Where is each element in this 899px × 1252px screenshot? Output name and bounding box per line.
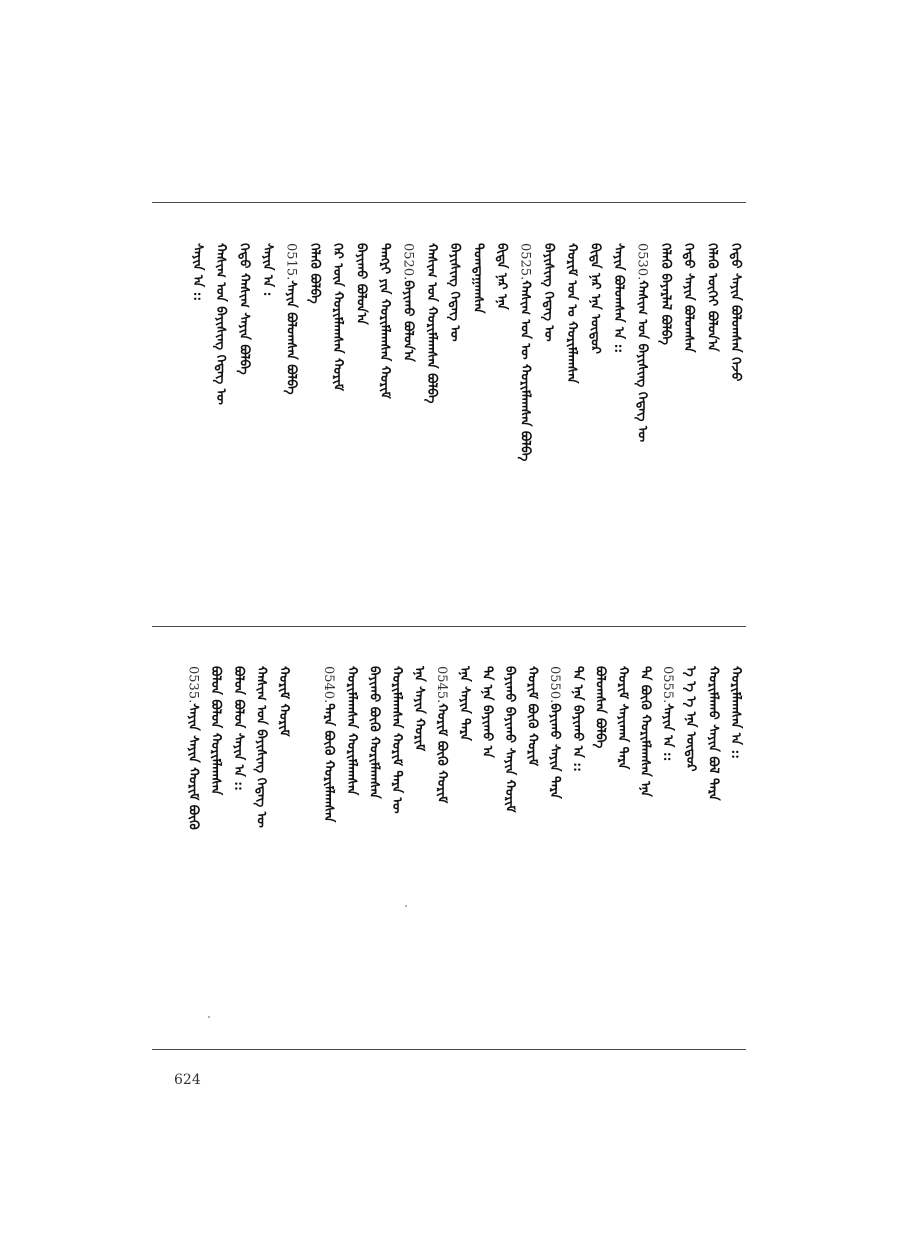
- verse-text: ᠡᠨᠡ ᠰᠠᠶᠢᠨ ᠲᠡᠷᠡ: [456, 666, 472, 741]
- text-column: [559, 243, 583, 573]
- line-number: 0555.: [660, 666, 676, 704]
- verse-text: ᠲᠣᠭᠲᠠᠭᠠᠭᠰᠠᠨ: [470, 243, 486, 314]
- verse-text: ᠡ ᠡ ᠡ ᠡᠨᠡ ᠦᠳᠦᠷ: [682, 666, 698, 772]
- verse-text: ᠲᠠ ᠡᠨᠡ ᠪᠠᠶᠢᠬᠤ ᠠ ::: [569, 666, 585, 772]
- verse-text: ᠬᠡᠳᠦ ᠰᠠᠶᠢᠨ ᠪᠣᠯᠤᠭᠰᠠᠨ: [681, 243, 697, 353]
- bottom-rule: [152, 1049, 746, 1050]
- text-column: [203, 666, 227, 996]
- text-column: [361, 666, 385, 996]
- line-number: 0515.: [283, 243, 299, 281]
- text-column: [723, 243, 747, 573]
- text-column: [429, 666, 453, 996]
- verse-text: ᠪᠣᠯᠤᠨ ᠪᠣᠯᠤᠨ ᠰᠠᠶᠢᠨ ᠠ ::: [230, 666, 246, 791]
- line-number: 0535.: [185, 666, 201, 704]
- verse-text: ᠬᠤᠷᠢᠮ ᠰᠠᠶᠢᠬᠠᠨ ᠲᠡᠷᠡ: [615, 666, 630, 770]
- text-column: [271, 666, 295, 996]
- text-column: [542, 666, 566, 996]
- line-number: 0545.: [434, 666, 450, 704]
- verse-text: ᠰᠠᠶᠢᠨ ᠰᠠᠶᠢᠨ ᠬᠤᠷᠢᠮ ᠪᠦᠬᠦ: [185, 703, 201, 830]
- verse-text: ᠭᠡᠷ ᠦᠨ ᠬᠤᠷᠢᠮᠯᠠᠭᠰᠠᠨ ᠬᠤᠷᠢᠮ: [330, 243, 346, 391]
- line-number: 0525.: [517, 243, 533, 281]
- text-column: [655, 666, 679, 996]
- verse-text: ᠲᠠ ᠡᠨᠡ ᠪᠠᠶᠢᠬᠤ ᠠ: [479, 666, 495, 758]
- verse-text: ᠬᠠᠰᠢᠭ ᠤᠨ ᠪᠠᠶᠢᠰᠢᠩ ᠭᠡᠳᠡᠭ ᠦ: [634, 280, 650, 442]
- text-column: [185, 243, 209, 573]
- verse-text: ᠲᠠ ᠪᠦᠬᠦ ᠬᠤᠷᠢᠮᠯᠠᠭᠰᠠᠨ ᠡᠨᠡ: [637, 666, 653, 797]
- verse-text: ᠪᠠᠶᠢᠬᠤ ᠪᠠᠶᠢᠬᠤ ᠰᠠᠶᠢᠨ ᠬᠤᠷᠢᠮ: [502, 666, 517, 813]
- verse-text: ᠪᠠᠶᠢᠬᠤ ᠪᠣᠯᠤᠨ᠎ᠠ: [353, 243, 369, 325]
- text-column: [384, 666, 408, 996]
- text-column: [419, 243, 443, 573]
- verse-text: ᠬᠠᠰᠢᠭ ᠤᠨ ᠦ ᠬᠤᠷᠢᠮᠯᠠᠭᠰᠠᠨ ᠪᠣᠯᠪᠠ: [517, 280, 533, 462]
- page-number: 624: [174, 1072, 201, 1088]
- verse-text: ᠡᠨᠡ ᠰᠠᠶᠢᠨ ᠬᠤᠷᠢᠮ: [411, 666, 427, 752]
- verse-text: ᠬᠤᠷᠢᠮᠯᠠᠬᠤ ᠰᠠᠶᠢᠨ ᠪᠣᠯ ᠲᠡᠷᠡ: [705, 666, 721, 801]
- text-column: [653, 243, 677, 573]
- text-column: [407, 666, 431, 996]
- verse-text: ᠬᠡᠳᠦ ᠰᠠᠶᠢᠨ ᠪᠣᠯᠤᠭᠰᠠᠨ ᠭᠡᠵᠦ: [728, 243, 743, 382]
- verse-text: ᠬᠡᠳᠦ ᠬᠠᠰᠢᠭ ᠰᠠᠶᠢᠨ ᠪᠣᠯᠪᠠ: [236, 243, 252, 375]
- text-column: [181, 666, 205, 996]
- verse-text: ᠰᠠᠶᠢᠨ ᠪᠣᠯᠤᠭᠰᠠᠨ ᠠ ::: [611, 243, 626, 354]
- verse-text: ᠪᠠᠶᠢᠬᠤ ᠰᠠᠶᠢᠨ ᠲᠡᠷᠡ: [547, 703, 563, 799]
- verse-text: ᠪᠠᠶᠢᠬᠤ ᠪᠣᠯᠤᠨ᠎ᠠ: [400, 280, 416, 362]
- text-column: [442, 243, 466, 573]
- text-column: [512, 243, 536, 573]
- text-column: [226, 666, 250, 996]
- text-column: [395, 243, 419, 573]
- text-column: [610, 666, 634, 996]
- line-number: 0520.: [400, 243, 416, 281]
- text-column: [349, 243, 373, 573]
- text-column: [316, 666, 340, 996]
- text-column: [474, 666, 498, 996]
- text-column: [302, 243, 326, 573]
- text-column: [339, 666, 363, 996]
- line-number: 0540.: [321, 666, 337, 704]
- text-column: [587, 666, 611, 996]
- text-column: [633, 666, 657, 996]
- text-column: [248, 666, 272, 996]
- text-column: [325, 243, 349, 573]
- verse-text: ᠪᠣᠯᠤᠨ ᠪᠣᠯᠤᠨ ᠬᠤᠷᠢᠮᠯᠠᠭᠰᠠᠨ: [208, 666, 224, 796]
- text-column: [520, 666, 544, 996]
- scan-speck: [405, 905, 407, 907]
- text-column: [700, 243, 724, 573]
- text-column: [629, 243, 653, 573]
- text-column: [255, 243, 279, 573]
- verse-text: ᠬᠡᠯᠡᠬᠦ ᠪᠣᠯᠪᠠ: [306, 243, 322, 304]
- verse-text: ᠰᠠᠶᠢᠨ ᠠ ::: [189, 243, 205, 302]
- verse-text: ᠲᠡᠷᠡ ᠪᠦᠬᠦ ᠬᠤᠷᠢᠮᠯᠠᠭᠰᠠᠨ: [321, 703, 337, 823]
- verse-text: ᠬᠤᠷᠢᠮ ᠤᠨ ᠤ ᠬᠤᠷᠢᠮᠯᠠᠭᠰᠠᠨ: [564, 243, 580, 384]
- text-column: [232, 243, 256, 573]
- verse-text: ᠪᠠᠶᠢᠰᠢᠩ ᠭᠡᠳᠡᠭ ᠦ: [540, 243, 556, 342]
- verse-text: ᠬᠠᠰᠢᠭ ᠤᠨ ᠬᠤᠷᠢᠮᠯᠠᠭᠰᠠᠨ ᠪᠣᠯᠪᠠ: [423, 243, 439, 404]
- text-column: [536, 243, 560, 573]
- verse-text: ᠲᠡᠩᠷᠢ ᠶᠢᠨ ᠬᠤᠷᠢᠮᠯᠠᠭᠰᠠᠨ ᠬᠤᠷᠢᠮ: [377, 243, 392, 399]
- text-column: [583, 243, 607, 573]
- top-rule: [152, 202, 746, 203]
- line-number: 0550.: [547, 666, 563, 704]
- verse-text: ᠬᠤᠷᠢᠮ ᠬᠤᠷᠢᠮ: [276, 666, 291, 737]
- verse-text: ᠬᠤᠷᠢᠮᠯᠠᠭᠰᠠᠨ ᠬᠤᠷᠢᠮ ᠲᠡᠷᠡ ᠦ: [389, 666, 404, 814]
- middle-rule: [152, 626, 746, 627]
- text-column: [278, 243, 302, 573]
- verse-text: ᠬᠠᠰᠢᠭ ᠤᠨ ᠪᠠᠶᠢᠰᠢᠩ ᠭᠡᠳᠡᠭ ᠦ: [253, 666, 269, 828]
- verse-text: ᠪᠠᠶᠢᠰᠢᠩ ᠭᠡᠳᠡᠭ ᠦ: [447, 243, 463, 342]
- text-column: [489, 243, 513, 573]
- text-column: [678, 666, 702, 996]
- verse-text: ᠬᠡᠯᠡᠬᠦ ᠪᠠᠶᠠᠷᠯᠠᠯ ᠪᠣᠯᠪᠠ: [657, 243, 673, 345]
- verse-text: ᠬᠤᠷᠢᠮᠯᠠᠭᠰᠠᠨ ᠠ ::: [728, 666, 743, 760]
- text-column: [723, 666, 747, 996]
- line-number: 0530.: [634, 243, 650, 281]
- text-column: [372, 243, 396, 573]
- verse-text: ᠰᠠᠶᠢᠨ ᠠ ::: [660, 703, 676, 762]
- text-column: [208, 243, 232, 573]
- verse-text: ᠬᠡᠯᠡᠬᠦ ᠦᠭᠡᠢ ᠪᠣᠯᠤᠨ᠎ᠠ: [704, 243, 720, 352]
- text-column: [676, 243, 700, 573]
- verse-text: ᠰᠠᠶᠢᠨ ᠪᠣᠯᠤᠭᠰᠠᠨ ᠪᠣᠯᠪᠠ: [283, 280, 299, 395]
- text-column: [497, 666, 521, 996]
- verse-text: ᠬᠤᠷᠢᠮ ᠪᠦᠬᠦ ᠬᠤᠷᠢᠮ: [524, 666, 540, 767]
- verse-text: ᠰᠠᠶᠢᠨ ᠠ :: [260, 243, 275, 297]
- verse-text: ᠬᠠᠰᠢᠭ ᠤᠨ ᠪᠠᠶᠢᠰᠢᠩ ᠭᠡᠳᠡᠭ ᠦ: [213, 243, 229, 405]
- verse-text: ᠪᠠᠶᠢᠬᠤ ᠪᠦᠬᠦ ᠬᠤᠷᠢᠮᠯᠠᠭᠰᠠᠨ: [366, 666, 382, 799]
- scan-speck: [208, 1016, 210, 1018]
- text-column: [466, 243, 490, 573]
- verse-text: ᠪᠣᠯᠤᠭᠰᠠᠨ ᠪᠣᠯᠪᠠ: [592, 666, 608, 749]
- text-column: [565, 666, 589, 996]
- text-column: [452, 666, 476, 996]
- verse-text: ᠪᠢᠳᠡ ᠨᠠᠷ ᠡᠨᠡ ᠦᠳᠦᠷ: [587, 243, 603, 354]
- text-column: [606, 243, 630, 573]
- text-column: [294, 666, 318, 996]
- verse-text: ᠪᠢᠳᠡ ᠨᠠᠷ ᠡᠨᠡ: [494, 243, 509, 310]
- text-column: [700, 666, 724, 996]
- verse-text: ᠬᠤᠷᠢᠮ ᠪᠦᠬᠦ ᠬᠤᠷᠢᠮ: [434, 703, 450, 804]
- verse-text: ᠬᠤᠷᠢᠮᠯᠠᠭᠰᠠᠨ ᠬᠤᠷᠢᠮᠯᠠᠭᠰᠠᠨ: [343, 666, 359, 796]
